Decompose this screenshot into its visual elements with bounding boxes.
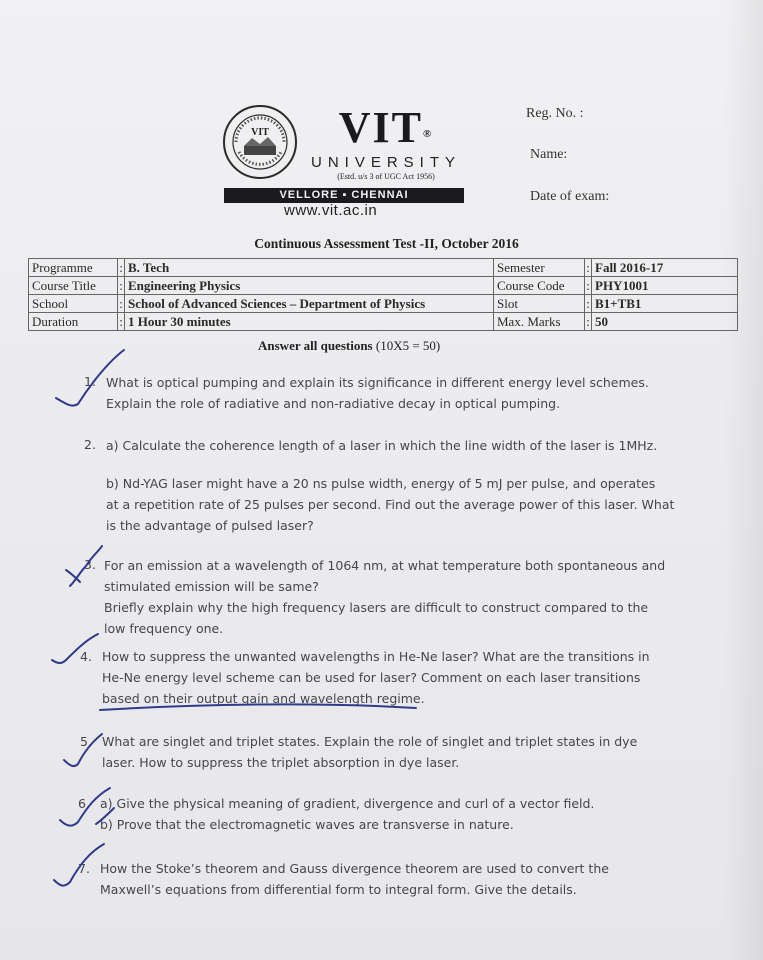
- university-brand: [306, 103, 466, 181]
- website-url: www.vit.ac.in: [284, 202, 378, 219]
- university-seal-icon: [222, 104, 298, 180]
- table-row: [29, 313, 738, 331]
- question-line: stimulated emission will be same?: [104, 579, 319, 594]
- school-label: School: [29, 295, 118, 313]
- question-number: 1.: [84, 374, 96, 389]
- question-number: 6.: [78, 796, 90, 811]
- campus-bar: VELLORE ▪ CHENNAI: [224, 188, 464, 203]
- question-number: 3.: [84, 557, 96, 572]
- separator: :: [586, 296, 590, 311]
- question-line: For an emission at a wavelength of 1064 nm, at what temperature both spontaneous and: [104, 558, 666, 573]
- paper-fold-shadow: [723, 0, 763, 960]
- question-line: Maxwell’s equations from differential form to integral form. Give the details.: [100, 882, 577, 897]
- course-code-value: PHY1001: [592, 277, 738, 295]
- table-row: [29, 277, 738, 295]
- question-number: 7.: [78, 861, 90, 876]
- question-line: He-Ne energy level scheme can be used for laser? Comment on each laser transitions: [102, 670, 641, 685]
- question-number: 4.: [80, 649, 92, 664]
- question-5: [102, 731, 637, 773]
- question-line: Explain the role of radiative and non-radiative decay in optical pumping.: [106, 396, 561, 411]
- school-value: School of Advanced Sciences – Department of Physics: [125, 295, 494, 313]
- instruction-marks: (10X5 = 50): [375, 338, 441, 353]
- seal-text: VIT: [251, 127, 269, 138]
- question-line: How the Stoke’s theorem and Gauss divergence theorem are used to convert the: [100, 861, 609, 876]
- question-line: based on their output gain and wavelength regime.: [102, 691, 425, 706]
- separator: :: [119, 278, 123, 293]
- question-line: What is optical pumping and explain its significance in different energy level schemes.: [106, 375, 649, 390]
- question-number: 2.: [84, 437, 96, 452]
- course-title-value: Engineering Physics: [125, 277, 494, 295]
- question-line: a) Give the physical meaning of gradient, divergence and curl of a vector field.: [100, 796, 595, 811]
- duration-value: 1 Hour 30 minutes: [125, 313, 494, 331]
- slot-label: Slot: [494, 295, 585, 313]
- separator: :: [119, 296, 123, 311]
- instruction: [258, 338, 440, 354]
- question-line: How to suppress the unwanted wavelengths in He-Ne laser? What are the transitions in: [102, 649, 650, 664]
- brand-name-text: VIT: [338, 103, 424, 152]
- question-line: b) Nd-YAG laser might have a 20 ns pulse width, energy of 5 mJ per pulse, and operates: [106, 476, 656, 491]
- semester-label: Semester: [494, 259, 585, 277]
- brand-estd: (Estd. u/s 3 of UGC Act 1956): [337, 172, 435, 181]
- question-line: What are singlet and triplet states. Explain the role of singlet and triplet states in dye: [102, 734, 638, 749]
- question-6: [100, 793, 594, 835]
- slot-value: B1+TB1: [592, 295, 738, 313]
- duration-label: Duration: [29, 313, 118, 331]
- name-label: Name:: [530, 147, 568, 162]
- question-line: low frequency one.: [104, 621, 224, 636]
- question-2b: [106, 473, 674, 536]
- question-4: [102, 646, 650, 709]
- separator: :: [119, 314, 123, 329]
- separator: :: [586, 278, 590, 293]
- date-of-exam-label: Date of exam:: [530, 189, 610, 204]
- question-line: is the advantage of pulsed laser?: [106, 518, 314, 533]
- question-3: [104, 555, 665, 639]
- brand-name: [306, 103, 466, 152]
- question-line: at a repetition rate of 25 pulses per second. Find out the average power of this laser. What: [106, 497, 675, 512]
- separator: :: [119, 260, 123, 275]
- checkmark-icon: [66, 570, 80, 582]
- test-title: Continuous Assessment Test -II, October 2016: [254, 236, 519, 251]
- programme-label: Programme: [29, 259, 118, 277]
- question-line: a) Calculate the coherence length of a laser in which the line width of the laser is 1MHz.: [106, 438, 658, 453]
- question-line: laser. How to suppress the triplet absorption in dye laser.: [102, 755, 460, 770]
- table-row: [29, 295, 738, 313]
- instruction-text: Answer all questions: [258, 338, 373, 353]
- course-info-table: [28, 258, 738, 331]
- brand-sub: UNIVERSITY: [310, 154, 461, 171]
- programme-value: B. Tech: [125, 259, 494, 277]
- registered-mark: ®: [423, 128, 434, 140]
- question-7: [100, 858, 609, 900]
- question-2a: [106, 435, 657, 456]
- question-line: b) Prove that the electromagnetic waves are transverse in nature.: [100, 817, 514, 832]
- max-marks-label: Max. Marks: [494, 313, 585, 331]
- question-line: Briefly explain why the high frequency lasers are difficult to construct compared to the: [104, 600, 649, 615]
- separator: :: [586, 260, 590, 275]
- course-title-label: Course Title: [29, 277, 118, 295]
- max-marks-value: 50: [592, 313, 738, 331]
- question-1: [106, 372, 649, 414]
- reg-no-label: Reg. No. :: [526, 106, 584, 121]
- table-row: [29, 259, 738, 277]
- course-code-label: Course Code: [494, 277, 585, 295]
- separator: :: [586, 314, 590, 329]
- question-number: 5.: [80, 734, 92, 749]
- semester-value: Fall 2016-17: [592, 259, 738, 277]
